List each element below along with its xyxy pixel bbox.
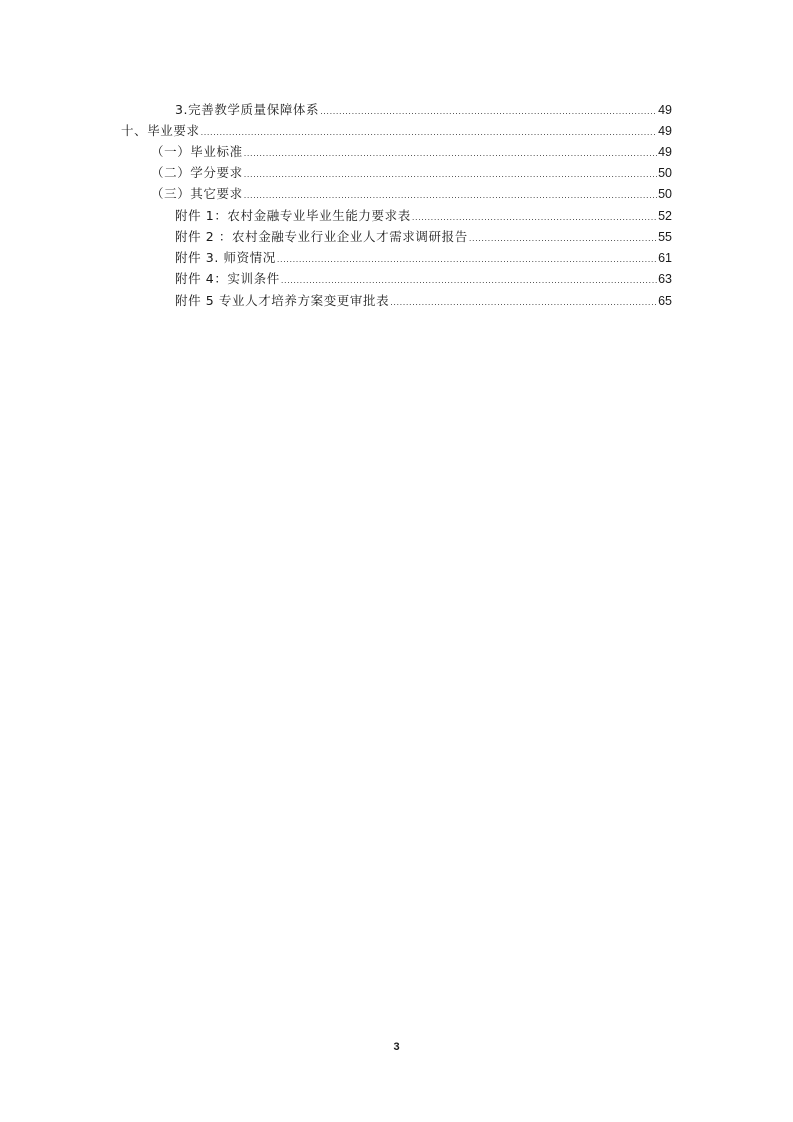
toc-dot-leader: [469, 233, 657, 245]
toc-entry[interactable]: [151, 139, 672, 160]
toc-entry-title: （二）学分要求: [151, 165, 243, 180]
toc-entry[interactable]: [151, 160, 672, 181]
toc-entry[interactable]: [175, 224, 672, 245]
toc-entry[interactable]: [175, 266, 672, 287]
toc-entry-page: 55: [658, 230, 672, 244]
toc-entry-page: 52: [658, 209, 672, 223]
toc-dot-leader: [281, 275, 657, 287]
toc-entry-page: 49: [658, 145, 672, 159]
toc-entry[interactable]: [175, 288, 672, 309]
toc-entry-page: 49: [658, 124, 672, 138]
toc-entry-title: 附件 5 专业人才培养方案变更审批表: [175, 293, 390, 308]
toc-entry[interactable]: [175, 245, 672, 266]
toc-entry-page: 61: [658, 251, 672, 265]
toc-entry-page: 50: [658, 187, 672, 201]
toc-entry-page: 50: [658, 166, 672, 180]
toc-dot-leader: [412, 212, 657, 224]
toc-entry-title: （一）毕业标准: [151, 144, 243, 159]
toc-entry-title: 附件 1：农村金融专业毕业生能力要求表: [175, 208, 411, 223]
toc-entry[interactable]: [121, 118, 672, 139]
toc-dot-leader: [320, 106, 657, 118]
toc-dot-leader: [244, 190, 657, 202]
toc-entry[interactable]: [175, 203, 672, 224]
toc-entry-title: 3.完善教学质量保障体系: [175, 102, 320, 117]
toc-dot-leader: [201, 127, 657, 139]
toc-entry-title: 附件 3. 师资情况: [175, 250, 276, 265]
toc-entry-title: 十、毕业要求: [121, 123, 200, 138]
toc-entry-page: 49: [658, 103, 672, 117]
toc-dot-leader: [244, 169, 657, 181]
toc-entry-title: 附件 4：实训条件: [175, 271, 280, 286]
toc-entry[interactable]: [151, 181, 672, 202]
toc-dot-leader: [390, 297, 657, 309]
toc-entry-page: 63: [658, 272, 672, 286]
toc-entry-title: （三）其它要求: [151, 186, 243, 201]
toc-dot-leader: [244, 148, 657, 160]
page-number: 3: [393, 1041, 400, 1053]
toc-entry[interactable]: [175, 97, 672, 118]
toc-dot-leader: [277, 254, 657, 266]
toc-entry-page: 65: [658, 294, 672, 308]
toc-entry-title: 附件 2 ：农村金融专业行业企业人才需求调研报告: [175, 229, 468, 244]
